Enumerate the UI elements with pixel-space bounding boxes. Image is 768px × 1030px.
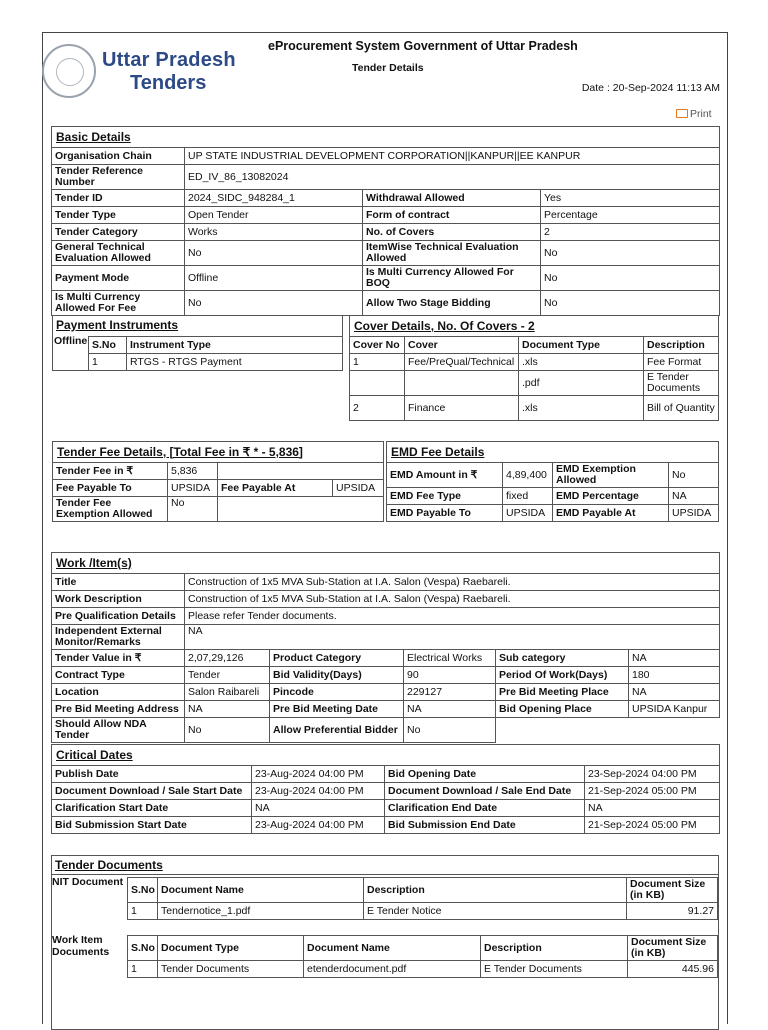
emd-fee-type-value: fixed [503,488,553,505]
work-doc-size-header: Document Size (in KB) [628,936,718,961]
preferential-value: No [404,718,496,743]
gte-value: No [185,241,363,266]
pincode-value: 229127 [404,684,496,701]
emd-amount-label: EMD Amount in ₹ [387,463,503,488]
tender-documents-title: Tender Documents [51,855,719,875]
page-subtitle: Tender Details [352,62,424,74]
table-row: 1 RTGS - RTGS Payment [89,354,343,371]
work-doc-desc-header: Description [481,936,628,961]
bid-opening-place-label: Bid Opening Place [496,701,629,718]
work-items-table [51,552,720,743]
org-chain-value: UP STATE INDUSTRIAL DEVELOPMENT CORPORATION||KANPUR||EE KANPUR [185,148,720,165]
logo-line2: Tenders [130,72,207,94]
nit-document-link[interactable]: Tendernotice_1.pdf [158,903,364,920]
tender-fee-value: 5,836 [168,463,218,480]
work-title-label: Title [52,574,185,591]
two-stage-value: No [541,291,720,316]
emd-table [386,441,719,522]
iem-value: NA [185,625,720,650]
contract-type-label: Contract Type [52,667,185,684]
doc-type-header: Document Type [519,337,644,354]
work-doc-name-header: Document Name [304,936,481,961]
ref-value: ED_IV_86_13082024 [185,165,720,190]
category-value: Works [185,224,363,241]
payment-mode-offline: Offline [54,335,88,347]
fee-payable-at-value: UPSIDA [333,480,384,497]
bid-opening-place-value: UPSIDA Kanpur [629,701,720,718]
sub-category-label: Sub category [496,650,629,667]
bid-validity-value: 90 [404,667,496,684]
basic-details-table [51,126,720,316]
work-items-title: Work /Item(s) [52,553,720,574]
period-value: 180 [629,667,720,684]
pbm-address-label: Pre Bid Meeting Address [52,701,185,718]
work-desc-value: Construction of 1x5 MVA Sub-Station at I.A. Salon (Vespa) Raebareli. [185,591,720,608]
category-label: Tender Category [52,224,185,241]
org-chain-label: Organisation Chain [52,148,185,165]
product-category-value: Electrical Works [404,650,496,667]
emd-percentage-label: EMD Percentage [553,488,669,505]
emd-fee-type-label: EMD Fee Type [387,488,503,505]
instrument-sno-header: S.No [89,337,127,354]
tender-type-value: Open Tender [185,207,363,224]
sub-category-value: NA [629,650,720,667]
submission-end-value: 21-Sep-2024 05:00 PM [585,817,720,834]
critical-dates-title: Critical Dates [52,745,720,766]
withdrawal-label: Withdrawal Allowed [363,190,541,207]
pbm-place-value: NA [629,684,720,701]
pbm-date-value: NA [404,701,496,718]
printer-icon [676,109,688,118]
ref-label: Tender Reference Number [52,165,185,190]
clarification-start-value: NA [252,800,385,817]
work-title-value: Construction of 1x5 MVA Sub-Station at I.A. Salon (Vespa) Raebareli. [185,574,720,591]
covers-label: No. of Covers [363,224,541,241]
tender-value-label: Tender Value in ₹ [52,650,185,667]
gte-label: General Technical Evaluation Allowed [52,241,185,266]
emblem-icon [42,44,96,98]
work-item-documents-table [127,935,718,978]
print-label: Print [690,108,712,120]
withdrawal-value: Yes [541,190,720,207]
nda-label: Should Allow NDA Tender [52,718,185,743]
pbm-date-label: Pre Bid Meeting Date [270,701,404,718]
publish-date-label: Publish Date [52,766,252,783]
tender-fee-label: Tender Fee in ₹ [53,463,168,480]
tender-type-label: Tender Type [52,207,185,224]
tender-id-label: Tender ID [52,190,185,207]
payment-instruments-title: Payment Instruments [56,318,179,332]
table-row: 1 Tender Documents etenderdocument.pdf E Tender Documents 445.96 [128,961,718,978]
nit-sno-header: S.No [128,878,158,903]
payment-mode-label: Payment Mode [52,266,185,291]
download-end-label: Document Download / Sale End Date [385,783,585,800]
report-date: Date : 20-Sep-2024 11:13 AM [581,82,720,94]
clarification-end-label: Clarification End Date [385,800,585,817]
two-stage-label: Allow Two Stage Bidding [363,291,541,316]
preferential-label: Allow Preferential Bidder [270,718,404,743]
nit-size-header: Document Size (in KB) [627,878,718,903]
bid-opening-date-label: Bid Opening Date [385,766,585,783]
instrument-type-header: Instrument Type [127,337,343,354]
table-row: .pdf E Tender Documents [350,371,719,396]
form-value: Percentage [541,207,720,224]
submission-start-value: 23-Aug-2024 04:00 PM [252,817,385,834]
clarification-start-label: Clarification Start Date [52,800,252,817]
tender-value-value: 2,07,29,126 [185,650,270,667]
prequal-value: Please refer Tender documents. [185,608,720,625]
mc-fee-label: Is Multi Currency Allowed For Fee [52,291,185,316]
table-row: 1 Tendernotice_1.pdf E Tender Notice 91.27 [128,903,718,920]
tender-fee-title: Tender Fee Details, [Total Fee in ₹ * - 5,836] [53,442,384,463]
nit-name-header: Document Name [158,878,364,903]
publish-date-value: 23-Aug-2024 04:00 PM [252,766,385,783]
emd-title: EMD Fee Details [387,442,719,463]
cover-details-title: Cover Details, No. Of Covers - 2 [350,316,719,337]
emd-exemption-label: EMD Exemption Allowed [553,463,669,488]
work-doc-sno-header: S.No [128,936,158,961]
tender-id-value: 2024_SIDC_948284_1 [185,190,363,207]
emd-exemption-value: No [669,463,719,488]
download-start-label: Document Download / Sale Start Date [52,783,252,800]
iem-label: Independent External Monitor/Remarks [52,625,185,650]
emd-payable-to-label: EMD Payable To [387,505,503,522]
instrument-table [88,336,343,371]
bid-opening-date-value: 23-Sep-2024 04:00 PM [585,766,720,783]
mc-boq-label: Is Multi Currency Allowed For BOQ [363,266,541,291]
description-header: Description [644,337,719,354]
nit-desc-header: Description [364,878,627,903]
uttar-pradesh-tenders-logo [42,42,242,100]
pincode-label: Pincode [270,684,404,701]
page-title: eProcurement System Government of Uttar Pradesh [268,39,578,53]
fee-exemption-label: Tender Fee Exemption Allowed [53,497,168,522]
nit-documents-table [127,877,718,920]
emd-payable-to-value: UPSIDA [503,505,553,522]
cover-header: Cover [405,337,519,354]
cover-details-table [349,315,719,421]
print-button[interactable] [676,108,712,120]
cover-no-header: Cover No [350,337,405,354]
fee-exemption-value: No [168,497,218,522]
emd-percentage-value: NA [669,488,719,505]
emd-payable-at-label: EMD Payable At [553,505,669,522]
work-doc-type-header: Document Type [158,936,304,961]
mc-boq-value: No [541,266,720,291]
basic-details-title: Basic Details [52,127,720,148]
location-label: Location [52,684,185,701]
work-item-documents-label: Work Item Documents [52,934,110,958]
contract-type-value: Tender [185,667,270,684]
nda-value: No [185,718,270,743]
ite-label: ItemWise Technical Evaluation Allowed [363,241,541,266]
fee-payable-to-label: Fee Payable To [53,480,168,497]
nit-document-label: NIT Document [52,876,124,888]
critical-dates-table [51,744,720,834]
prequal-label: Pre Qualification Details [52,608,185,625]
logo-line1: Uttar Pradesh [102,49,236,71]
download-start-value: 23-Aug-2024 04:00 PM [252,783,385,800]
clarification-end-value: NA [585,800,720,817]
pbm-place-label: Pre Bid Meeting Place [496,684,629,701]
table-row: 2 Finance .xls Bill of Quantity [350,396,719,421]
fee-payable-to-value: UPSIDA [168,480,218,497]
emd-amount-value: 4,89,400 [503,463,553,488]
fee-payable-at-label: Fee Payable At [218,480,333,497]
covers-value: 2 [541,224,720,241]
work-desc-label: Work Description [52,591,185,608]
location-value: Salon Raibareli [185,684,270,701]
download-end-value: 21-Sep-2024 05:00 PM [585,783,720,800]
emd-payable-at-value: UPSIDA [669,505,719,522]
ite-value: No [541,241,720,266]
period-label: Period Of Work(Days) [496,667,629,684]
table-row: 1 Fee/PreQual/Technical .xls Fee Format [350,354,719,371]
work-document-link[interactable]: etenderdocument.pdf [304,961,481,978]
submission-end-label: Bid Submission End Date [385,817,585,834]
mc-fee-value: No [185,291,363,316]
form-label: Form of contract [363,207,541,224]
submission-start-label: Bid Submission Start Date [52,817,252,834]
product-category-label: Product Category [270,650,404,667]
tender-fee-table [52,441,384,522]
bid-validity-label: Bid Validity(Days) [270,667,404,684]
payment-mode-value: Offline [185,266,363,291]
pbm-address-value: NA [185,701,270,718]
